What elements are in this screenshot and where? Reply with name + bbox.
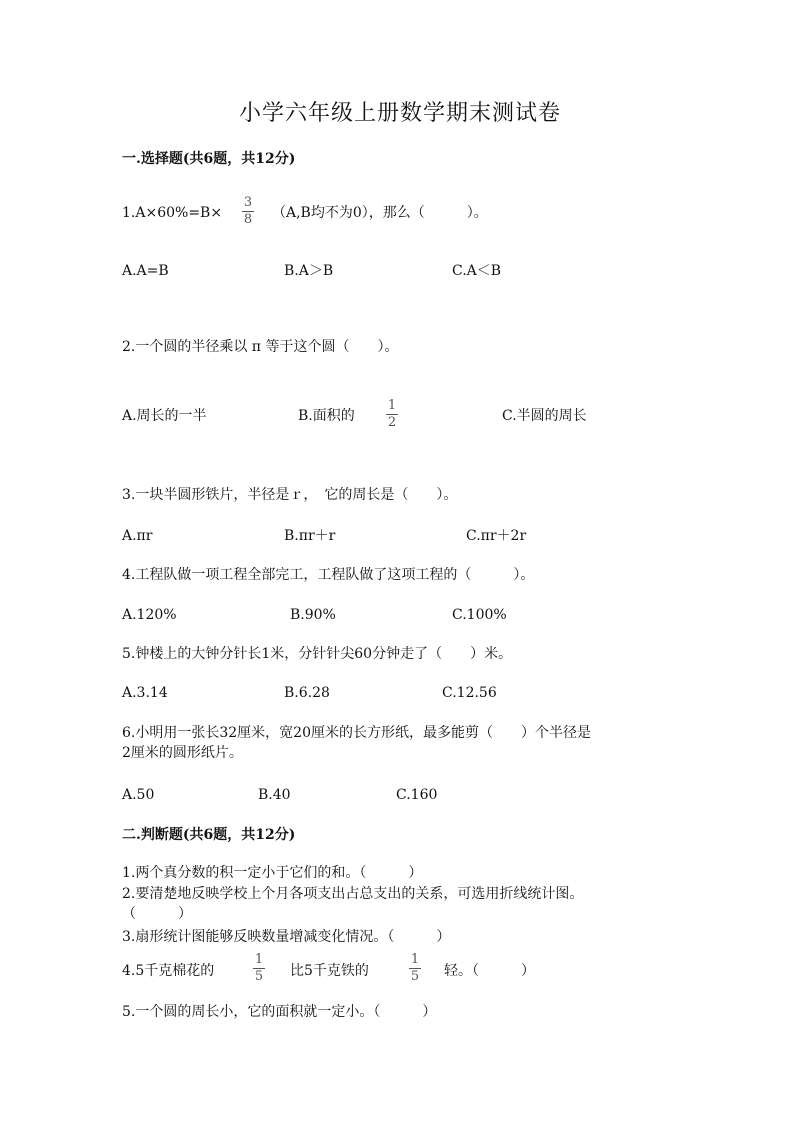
question-6-text-line-2: 2厘米的圆形纸片。 bbox=[122, 745, 243, 761]
question-2-option-c: C.半圆的周长 bbox=[502, 408, 587, 424]
question-5-option-c: C.12.56 bbox=[442, 685, 497, 701]
question-5-option-a: A.3.14 bbox=[122, 685, 168, 701]
question-3-option-a: A.πr bbox=[122, 528, 153, 544]
fraction-denominator: 8 bbox=[243, 212, 253, 227]
fraction-denominator: 2 bbox=[387, 415, 397, 430]
question-2-text: 2.一个圆的半径乘以 π 等于这个圆（ ）。 bbox=[122, 339, 399, 355]
fraction-numerator: 3 bbox=[243, 195, 253, 210]
question-6-option-b: B.40 bbox=[258, 787, 291, 803]
question-4-option-c: C.100% bbox=[452, 607, 507, 623]
question-2-option-a: A.周长的一半 bbox=[122, 408, 207, 424]
fraction-numerator: 1 bbox=[387, 398, 397, 413]
fraction-denominator: 5 bbox=[410, 969, 420, 984]
judge-1-text: 1.两个真分数的积一定小于它们的和。（ ） bbox=[122, 865, 423, 881]
question-6-option-c: C.160 bbox=[396, 787, 438, 803]
question-1-fraction bbox=[241, 196, 255, 227]
fraction-numerator: 1 bbox=[410, 952, 420, 967]
question-2-option-b-fraction bbox=[385, 399, 399, 430]
question-5-option-b: B.6.28 bbox=[284, 685, 330, 701]
question-1-text: 1.A×60%=B× bbox=[122, 205, 223, 221]
judge-4-text-end: 轻。（ ） bbox=[444, 963, 535, 979]
question-1-text-continued: （A,B均不为0），那么（ ）。 bbox=[272, 205, 488, 221]
question-3-option-c: C.πr＋2r bbox=[466, 528, 527, 544]
question-6-text-line-1: 6.小明用一张长32厘米，宽20厘米的长方形纸，最多能剪（ ）个半径是 bbox=[122, 725, 591, 741]
judge-4-text: 4.5千克棉花的 bbox=[122, 963, 215, 979]
question-3-option-b: B.πr＋r bbox=[284, 528, 336, 544]
question-1-option-a: A.A=B bbox=[122, 263, 169, 279]
question-1-option-b: B.A＞B bbox=[284, 263, 334, 279]
judge-4-fraction-1 bbox=[252, 953, 266, 984]
question-5-text: 5.钟楼上的大钟分针长1米，分针针尖60分钟走了（ ）米。 bbox=[122, 646, 513, 662]
question-2-option-b: B.面积的 bbox=[298, 408, 355, 424]
question-4-option-b: B.90% bbox=[290, 607, 336, 623]
question-4-text: 4.工程队做一项工程全部完工，工程队做了这项工程的（ ）。 bbox=[122, 567, 535, 583]
section-heading-choice: 一.选择题(共6题，共12分) bbox=[122, 151, 296, 167]
question-4-option-a: A.120% bbox=[122, 607, 177, 623]
judge-2-text-line-2: （ ） bbox=[122, 906, 192, 922]
question-1-option-c: C.A＜B bbox=[452, 263, 502, 279]
fraction-denominator: 5 bbox=[254, 969, 264, 984]
judge-3-text: 3.扇形统计图能够反映数量增减变化情况。（ ） bbox=[122, 929, 451, 945]
section-heading-judge: 二.判断题(共6题，共12分) bbox=[122, 827, 296, 843]
judge-4-text-middle: 比5千克铁的 bbox=[290, 963, 369, 979]
fraction-numerator: 1 bbox=[254, 952, 264, 967]
judge-4-fraction-2 bbox=[408, 953, 422, 984]
judge-5-text: 5.一个圆的周长小，它的面积就一定小。（ ） bbox=[122, 1004, 437, 1020]
question-3-text: 3.一块半圆形铁片，半径是ｒ， 它的周长是（ ）。 bbox=[122, 487, 458, 503]
exam-title: 小学六年级上册数学期末测试卷 bbox=[238, 101, 561, 126]
question-6-option-a: A.50 bbox=[122, 787, 155, 803]
judge-2-text-line-1: 2.要清楚地反映学校上个月各项支出占总支出的关系，可选用折线统计图。 bbox=[122, 886, 584, 902]
